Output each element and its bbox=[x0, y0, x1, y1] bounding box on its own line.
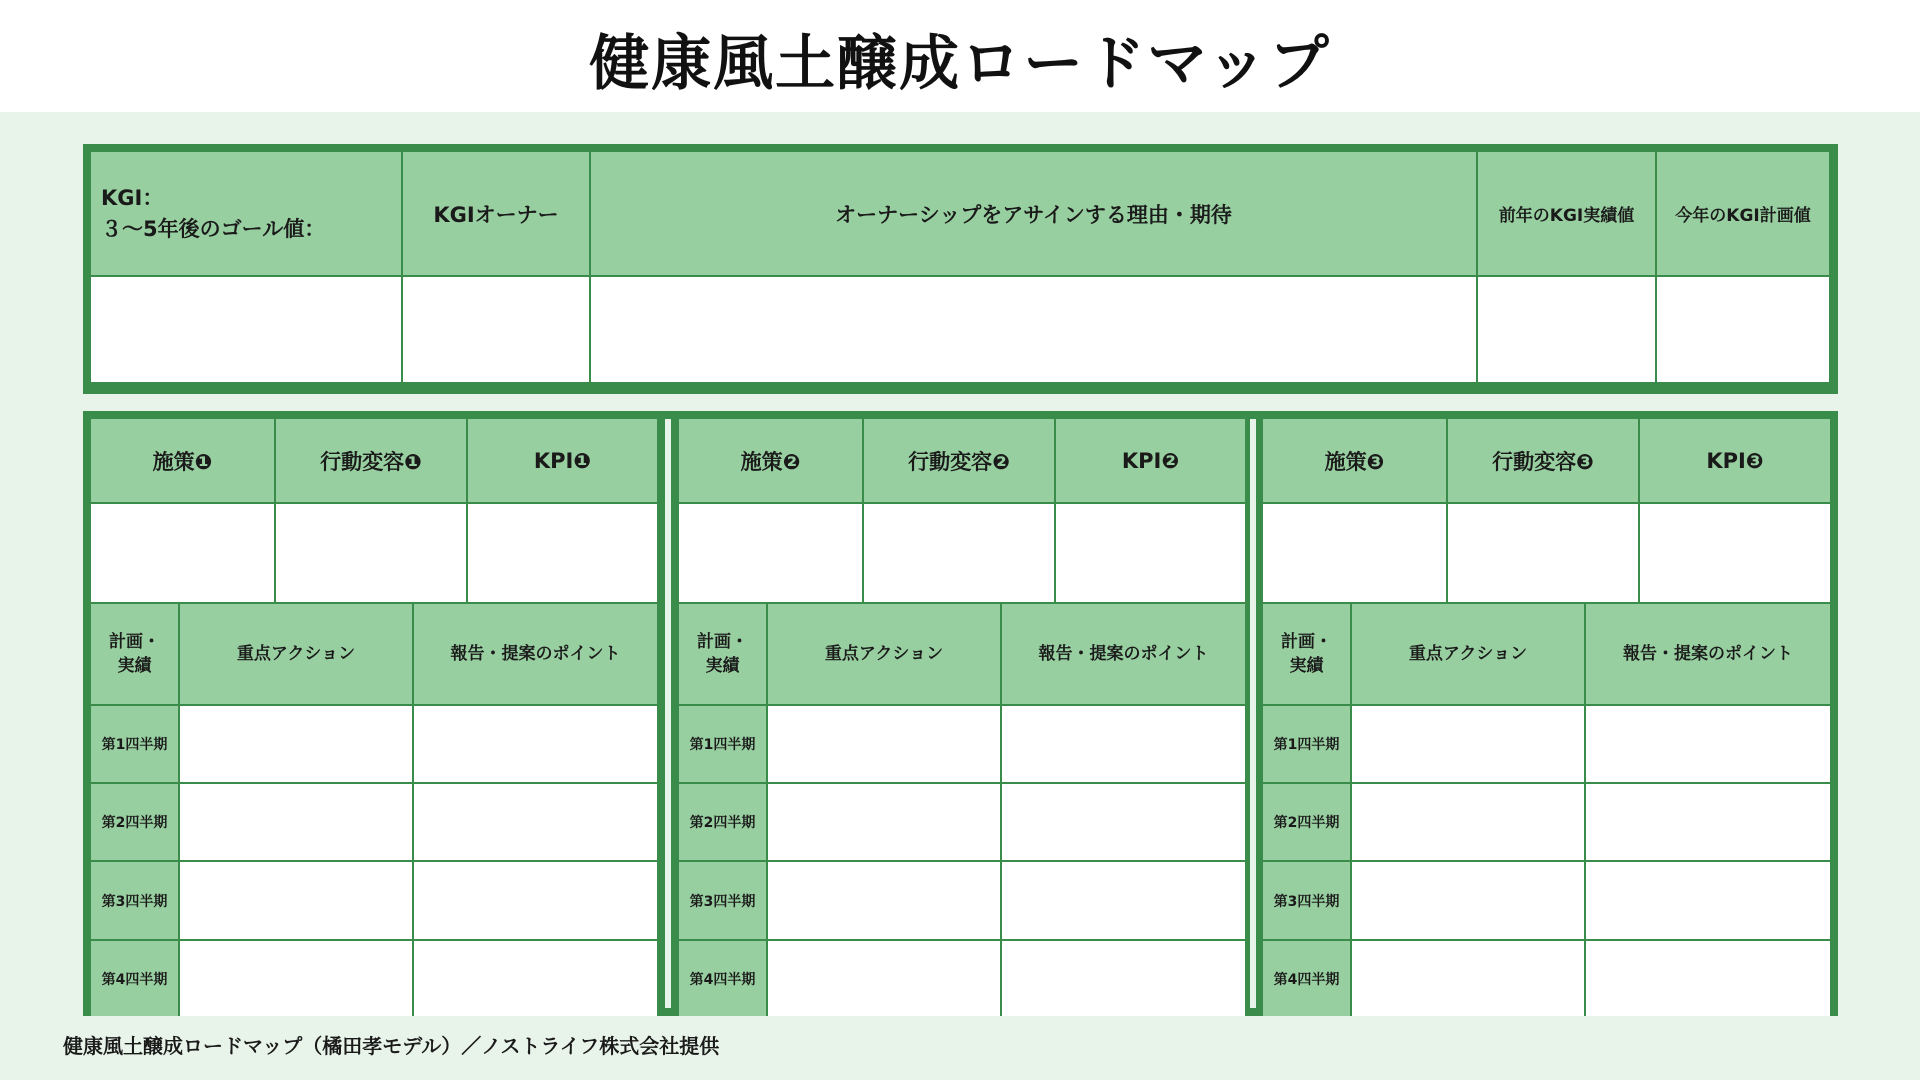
plan-actual-header-line2: 実績 bbox=[705, 656, 740, 676]
report-point-input[interactable] bbox=[414, 862, 657, 939]
quarter-label: 第2四半期 bbox=[679, 784, 766, 860]
strategy-header-row bbox=[91, 419, 657, 502]
strategy-input-row bbox=[1263, 504, 1830, 602]
quarter-row bbox=[91, 784, 657, 860]
strategy-area bbox=[83, 411, 1838, 1016]
ownership-reason-header: オーナーシップをアサインする理由・期待 bbox=[591, 152, 1476, 275]
kpi-header: KPI❸ bbox=[1640, 419, 1830, 502]
key-action-input[interactable] bbox=[180, 862, 412, 939]
behavior-change-input[interactable] bbox=[1448, 504, 1638, 602]
quarter-row bbox=[1263, 941, 1830, 1016]
report-point-input[interactable] bbox=[1002, 862, 1245, 939]
key-action-header: 重点アクション bbox=[180, 604, 412, 704]
behavior-change-header: 行動変容❷ bbox=[864, 419, 1054, 502]
footer-credit: 健康風土醸成ロードマップ（橘田孝モデル）／ノストライフ株式会社提供 bbox=[63, 1034, 720, 1058]
kpi-input[interactable] bbox=[468, 504, 657, 602]
quarter-label: 第4四半期 bbox=[91, 941, 178, 1016]
key-action-input[interactable] bbox=[180, 706, 412, 782]
key-action-header: 重点アクション bbox=[768, 604, 1000, 704]
title-band bbox=[0, 0, 1920, 112]
quarter-row bbox=[679, 862, 1245, 939]
this-year-kgi-input[interactable] bbox=[1657, 277, 1829, 382]
key-action-input[interactable] bbox=[1352, 706, 1584, 782]
strategy-header-row bbox=[679, 419, 1245, 502]
strategy-block-3 bbox=[1263, 419, 1830, 1008]
kpi-header: KPI❷ bbox=[1056, 419, 1245, 502]
report-point-input[interactable] bbox=[1586, 784, 1830, 860]
key-action-input[interactable] bbox=[1352, 941, 1584, 1016]
strategy-block-2 bbox=[679, 419, 1245, 1008]
behavior-change-header: 行動変容❸ bbox=[1448, 419, 1638, 502]
quarter-row bbox=[1263, 706, 1830, 782]
kpi-input[interactable] bbox=[1640, 504, 1830, 602]
ownership-reason-input[interactable] bbox=[591, 277, 1476, 382]
behavior-change-input[interactable] bbox=[864, 504, 1054, 602]
behavior-change-header: 行動変容❶ bbox=[276, 419, 466, 502]
quarter-row bbox=[1263, 862, 1830, 939]
plan-actual-header-line2: 実績 bbox=[117, 656, 152, 676]
block-separator bbox=[1250, 419, 1256, 1008]
key-action-input[interactable] bbox=[1352, 862, 1584, 939]
key-action-input[interactable] bbox=[180, 784, 412, 860]
kpi-input[interactable] bbox=[1056, 504, 1245, 602]
kgi-table bbox=[83, 144, 1838, 394]
report-point-input[interactable] bbox=[1586, 941, 1830, 1016]
plan-actual-header-line1: 計画・ bbox=[697, 632, 748, 652]
report-point-input[interactable] bbox=[414, 941, 657, 1016]
quarter-label: 第4四半期 bbox=[1263, 941, 1350, 1016]
measure-header: 施策❷ bbox=[679, 419, 862, 502]
report-point-input[interactable] bbox=[414, 706, 657, 782]
plan-actual-header-line1: 計画・ bbox=[1281, 632, 1332, 652]
kgi-owner-header: KGIオーナー bbox=[403, 152, 589, 275]
quarter-row bbox=[679, 706, 1245, 782]
plan-actual-header-line1: 計画・ bbox=[109, 632, 160, 652]
measure-header: 施策❸ bbox=[1263, 419, 1446, 502]
report-point-header: 報告・提案のポイント bbox=[1586, 604, 1830, 704]
key-action-input[interactable] bbox=[1352, 784, 1584, 860]
report-point-input[interactable] bbox=[1002, 706, 1245, 782]
prev-year-kgi-header: 前年のKGI実績値 bbox=[1478, 152, 1655, 275]
plan-header-row bbox=[1263, 604, 1830, 704]
page-title: 健康風土醸成ロードマップ bbox=[589, 29, 1331, 99]
key-action-input[interactable] bbox=[768, 862, 1000, 939]
measure-input[interactable] bbox=[91, 504, 274, 602]
strategy-input-row bbox=[91, 504, 657, 602]
measure-header: 施策❶ bbox=[91, 419, 274, 502]
plan-header-row bbox=[679, 604, 1245, 704]
quarter-label: 第2四半期 bbox=[1263, 784, 1350, 860]
kgi-owner-input[interactable] bbox=[403, 277, 589, 382]
prev-year-kgi-input[interactable] bbox=[1478, 277, 1655, 382]
key-action-input[interactable] bbox=[768, 706, 1000, 782]
key-action-input[interactable] bbox=[180, 941, 412, 1016]
measure-input[interactable] bbox=[679, 504, 862, 602]
plan-actual-header-line2: 実績 bbox=[1289, 656, 1324, 676]
quarter-label: 第3四半期 bbox=[679, 862, 766, 939]
strategy-block-1 bbox=[91, 419, 657, 1008]
quarter-label: 第3四半期 bbox=[91, 862, 178, 939]
strategy-input-row bbox=[679, 504, 1245, 602]
quarter-label: 第1四半期 bbox=[91, 706, 178, 782]
kgi-goal-input[interactable] bbox=[91, 277, 401, 382]
block-separator bbox=[665, 419, 671, 1008]
measure-input[interactable] bbox=[1263, 504, 1446, 602]
kgi-goal-header-line2: ３〜5年後のゴール値： bbox=[101, 216, 326, 241]
quarter-row bbox=[91, 862, 657, 939]
this-year-kgi-header: 今年のKGI計画値 bbox=[1657, 152, 1829, 275]
quarter-row bbox=[91, 941, 657, 1016]
plan-actual-header bbox=[679, 604, 766, 704]
plan-actual-header bbox=[1263, 604, 1350, 704]
quarter-row bbox=[1263, 784, 1830, 860]
report-point-input[interactable] bbox=[414, 784, 657, 860]
report-point-input[interactable] bbox=[1586, 706, 1830, 782]
quarter-row bbox=[679, 941, 1245, 1016]
behavior-change-input[interactable] bbox=[276, 504, 466, 602]
report-point-input[interactable] bbox=[1002, 784, 1245, 860]
quarter-label: 第4四半期 bbox=[679, 941, 766, 1016]
kpi-header: KPI❶ bbox=[468, 419, 657, 502]
quarter-row bbox=[679, 784, 1245, 860]
report-point-header: 報告・提案のポイント bbox=[414, 604, 657, 704]
plan-header-row bbox=[91, 604, 657, 704]
report-point-input[interactable] bbox=[1586, 862, 1830, 939]
kgi-goal-header-line1: KGI： bbox=[101, 185, 164, 210]
kgi-goal-header bbox=[91, 152, 401, 275]
plan-actual-header bbox=[91, 604, 178, 704]
quarter-label: 第2四半期 bbox=[91, 784, 178, 860]
report-point-header: 報告・提案のポイント bbox=[1002, 604, 1245, 704]
quarter-row bbox=[91, 706, 657, 782]
key-action-header: 重点アクション bbox=[1352, 604, 1584, 704]
quarter-label: 第3四半期 bbox=[1263, 862, 1350, 939]
key-action-input[interactable] bbox=[768, 941, 1000, 1016]
quarter-label: 第1四半期 bbox=[679, 706, 766, 782]
quarter-label: 第1四半期 bbox=[1263, 706, 1350, 782]
key-action-input[interactable] bbox=[768, 784, 1000, 860]
strategy-header-row bbox=[1263, 419, 1830, 502]
report-point-input[interactable] bbox=[1002, 941, 1245, 1016]
